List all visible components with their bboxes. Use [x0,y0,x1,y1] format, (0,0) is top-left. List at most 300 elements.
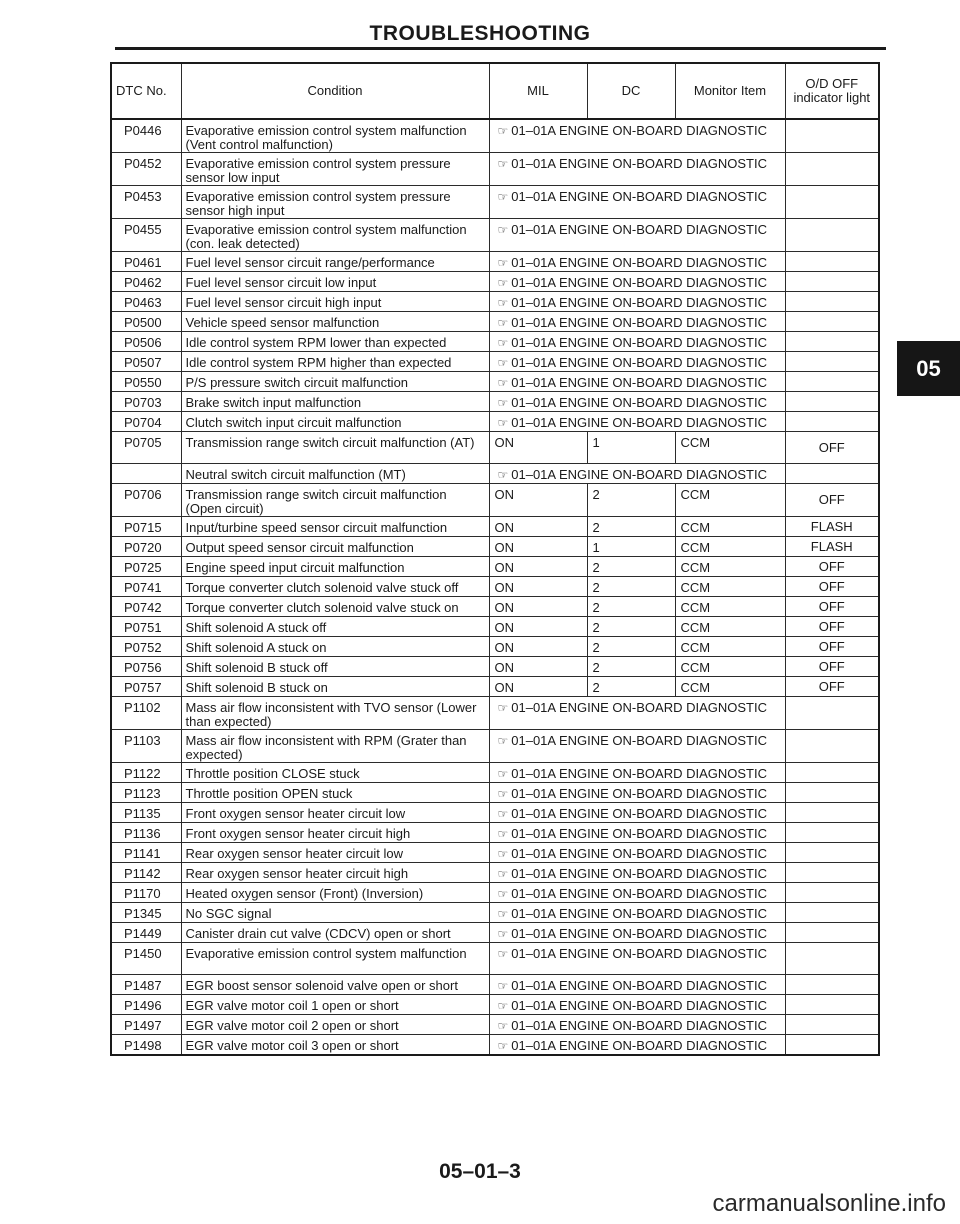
mil-value: ON [489,637,587,657]
pointing-hand-icon: ☞ [497,867,509,881]
condition-text: Throttle position CLOSE stuck [181,763,489,783]
reference-text: 01–01A ENGINE ON-BOARD DIAGNOSTIC [511,733,767,748]
table-row [111,657,879,677]
od-off-indicator-value: OFF [785,577,879,597]
condition-text: Idle control system RPM lower than expected [181,332,489,352]
dtc-code: P1122 [111,763,181,783]
reference-text: 01–01A ENGINE ON-BOARD DIAGNOSTIC [511,786,767,801]
dtc-code: P1496 [111,995,181,1015]
mil-value: ON [489,677,587,697]
od-off-indicator-value: FLASH [785,537,879,557]
header-monitor-item: Monitor Item [675,63,785,119]
condition-text: Torque converter clutch solenoid valve stuck off [181,577,489,597]
reference-text: 01–01A ENGINE ON-BOARD DIAGNOSTIC [511,1018,767,1033]
pointing-hand-icon: ☞ [497,223,509,237]
table-row [111,823,879,843]
reference-text: 01–01A ENGINE ON-BOARD DIAGNOSTIC [511,467,767,482]
diagnostic-reference [489,219,785,252]
pointing-hand-icon: ☞ [497,157,509,171]
od-off-indicator-value [785,312,879,332]
monitor-item-value: CCM [675,617,785,637]
table-row [111,153,879,186]
reference-text: 01–01A ENGINE ON-BOARD DIAGNOSTIC [511,766,767,781]
diagnostic-reference [489,292,785,312]
monitor-item-value: CCM [675,484,785,517]
monitor-item-value: CCM [675,657,785,677]
od-off-indicator-value [785,464,879,484]
table-row [111,392,879,412]
reference-text: 01–01A ENGINE ON-BOARD DIAGNOSTIC [511,375,767,390]
table-body [111,119,879,1055]
diagnostic-reference [489,186,785,219]
reference-text: 01–01A ENGINE ON-BOARD DIAGNOSTIC [511,700,767,715]
diagnostic-reference [489,372,785,392]
od-off-indicator-value [785,975,879,995]
dtc-code: P0715 [111,517,181,537]
diagnostic-reference [489,312,785,332]
dtc-code: P0741 [111,577,181,597]
pointing-hand-icon: ☞ [497,827,509,841]
condition-text: Shift solenoid A stuck on [181,637,489,657]
table-row [111,557,879,577]
table-row [111,332,879,352]
reference-text: 01–01A ENGINE ON-BOARD DIAGNOSTIC [511,886,767,901]
condition-text: EGR boost sensor solenoid valve open or short [181,975,489,995]
monitor-item-value: CCM [675,637,785,657]
od-off-indicator-value [785,219,879,252]
table-row [111,923,879,943]
pointing-hand-icon: ☞ [497,927,509,941]
diagnostic-reference [489,153,785,186]
dtc-code: P0506 [111,332,181,352]
table-row [111,119,879,153]
pointing-hand-icon: ☞ [497,296,509,310]
table-row [111,577,879,597]
table-row [111,637,879,657]
pointing-hand-icon: ☞ [497,468,509,482]
od-off-indicator-value [785,1035,879,1055]
od-off-indicator-value [785,923,879,943]
pointing-hand-icon: ☞ [497,316,509,330]
diagnostic-reference [489,392,785,412]
condition-text: Mass air flow inconsistent with RPM (Grater than expected) [181,730,489,763]
condition-text: Brake switch input malfunction [181,392,489,412]
table-row [111,312,879,332]
condition-text: Transmission range switch circuit malfunction (Open circuit) [181,484,489,517]
mil-value: ON [489,484,587,517]
reference-text: 01–01A ENGINE ON-BOARD DIAGNOSTIC [511,926,767,941]
dtc-code: P0706 [111,484,181,517]
dtc-code: P0507 [111,352,181,372]
reference-text: 01–01A ENGINE ON-BOARD DIAGNOSTIC [511,315,767,330]
dtc-code: P1487 [111,975,181,995]
mil-value: ON [489,577,587,597]
condition-text: Evaporative emission control system pressure sensor low input [181,153,489,186]
table-row [111,617,879,637]
pointing-hand-icon: ☞ [497,947,509,961]
od-off-indicator-value [785,352,879,372]
dtc-code: P0446 [111,119,181,153]
table-row [111,1015,879,1035]
dtc-code: P1449 [111,923,181,943]
table-row [111,252,879,272]
reference-text: 01–01A ENGINE ON-BOARD DIAGNOSTIC [511,846,767,861]
od-off-indicator-value [785,252,879,272]
pointing-hand-icon: ☞ [497,887,509,901]
od-off-indicator-value [785,292,879,312]
dtc-code: P0757 [111,677,181,697]
table-row [111,730,879,763]
dtc-code: P1170 [111,883,181,903]
header-od-off-indicator: O/D OFF indicator light [785,63,879,119]
condition-text: Evaporative emission control system pressure sensor high input [181,186,489,219]
condition-text: Output speed sensor circuit malfunction [181,537,489,557]
table-row [111,219,879,252]
reference-text: 01–01A ENGINE ON-BOARD DIAGNOSTIC [511,222,767,237]
dtc-code: P1498 [111,1035,181,1055]
table-row [111,484,879,517]
reference-text: 01–01A ENGINE ON-BOARD DIAGNOSTIC [511,806,767,821]
dtc-code: P0462 [111,272,181,292]
dc-value: 2 [587,557,675,577]
condition-text: Idle control system RPM higher than expected [181,352,489,372]
diagnostic-reference [489,995,785,1015]
pointing-hand-icon: ☞ [497,767,509,781]
table-row [111,292,879,312]
diagnostic-reference [489,272,785,292]
pointing-hand-icon: ☞ [497,1019,509,1033]
pointing-hand-icon: ☞ [497,847,509,861]
od-off-indicator-value [785,903,879,923]
dtc-code: P1103 [111,730,181,763]
pointing-hand-icon: ☞ [497,734,509,748]
dtc-code: P0751 [111,617,181,637]
monitor-item-value: CCM [675,537,785,557]
table-row [111,863,879,883]
od-off-indicator-value: OFF [785,677,879,697]
section-tab: 05 [897,341,960,396]
dtc-code: P0463 [111,292,181,312]
dc-value: 1 [587,537,675,557]
dc-value: 2 [587,677,675,697]
table-row [111,803,879,823]
dtc-code: P0720 [111,537,181,557]
condition-text: Fuel level sensor circuit range/performance [181,252,489,272]
page-number: 05–01–3 [439,1160,521,1183]
condition-text: Rear oxygen sensor heater circuit low [181,843,489,863]
monitor-item-value: CCM [675,517,785,537]
dtc-code: P1141 [111,843,181,863]
diagnostic-reference [489,730,785,763]
od-off-indicator-value [785,1015,879,1035]
dtc-code [111,464,181,484]
pointing-hand-icon: ☞ [497,701,509,715]
dtc-code: P0500 [111,312,181,332]
dtc-table [110,62,880,1056]
pointing-hand-icon: ☞ [497,979,509,993]
condition-text: Torque converter clutch solenoid valve stuck on [181,597,489,617]
monitor-item-value: CCM [675,577,785,597]
reference-text: 01–01A ENGINE ON-BOARD DIAGNOSTIC [511,189,767,204]
pointing-hand-icon: ☞ [497,907,509,921]
dc-value: 2 [587,484,675,517]
reference-text: 01–01A ENGINE ON-BOARD DIAGNOSTIC [511,295,767,310]
diagnostic-reference [489,1035,785,1055]
diagnostic-reference [489,763,785,783]
od-off-indicator-value [785,186,879,219]
page-title: TROUBLESHOOTING [369,22,591,45]
table-row [111,352,879,372]
dtc-code: P1102 [111,697,181,730]
od-off-indicator-value [785,883,879,903]
od-off-indicator-value [785,153,879,186]
condition-text: Front oxygen sensor heater circuit high [181,823,489,843]
od-off-indicator-value: OFF [785,432,879,464]
table-row [111,272,879,292]
reference-text: 01–01A ENGINE ON-BOARD DIAGNOSTIC [511,255,767,270]
reference-text: 01–01A ENGINE ON-BOARD DIAGNOSTIC [511,335,767,350]
table-row [111,943,879,975]
condition-text: Rear oxygen sensor heater circuit high [181,863,489,883]
od-off-indicator-value [785,392,879,412]
pointing-hand-icon: ☞ [497,276,509,290]
mil-value: ON [489,537,587,557]
condition-text: Heated oxygen sensor (Front) (Inversion) [181,883,489,903]
dc-value: 2 [587,517,675,537]
condition-text: No SGC signal [181,903,489,923]
condition-text: Shift solenoid A stuck off [181,617,489,637]
mil-value: ON [489,517,587,537]
od-off-indicator-value [785,372,879,392]
diagnostic-reference [489,464,785,484]
reference-text: 01–01A ENGINE ON-BOARD DIAGNOSTIC [511,395,767,410]
condition-text: Input/turbine speed sensor circuit malfunction [181,517,489,537]
condition-text: Neutral switch circuit malfunction (MT) [181,464,489,484]
dtc-code: P1123 [111,783,181,803]
diagnostic-reference [489,975,785,995]
dtc-code: P0756 [111,657,181,677]
condition-text: Clutch switch input circuit malfunction [181,412,489,432]
dtc-code: P1135 [111,803,181,823]
table-row [111,412,879,432]
table-row [111,763,879,783]
pointing-hand-icon: ☞ [497,396,509,410]
table-row [111,677,879,697]
dc-value: 2 [587,617,675,637]
condition-text: EGR valve motor coil 1 open or short [181,995,489,1015]
monitor-item-value: CCM [675,597,785,617]
pointing-hand-icon: ☞ [497,190,509,204]
mil-value: ON [489,432,587,464]
dtc-code: P1450 [111,943,181,975]
dtc-code: P0725 [111,557,181,577]
table-row [111,537,879,557]
od-off-indicator-value [785,943,879,975]
mil-value: ON [489,597,587,617]
mil-value: ON [489,617,587,637]
table-row [111,432,879,464]
od-off-indicator-value [785,332,879,352]
diagnostic-reference [489,783,785,803]
diagnostic-reference [489,863,785,883]
table-row [111,783,879,803]
diagnostic-reference [489,412,785,432]
dtc-code: P1345 [111,903,181,923]
od-off-indicator-value [785,119,879,153]
monitor-item-value: CCM [675,557,785,577]
pointing-hand-icon: ☞ [497,807,509,821]
table-row [111,883,879,903]
dc-value: 2 [587,637,675,657]
od-off-indicator-value: OFF [785,657,879,677]
header-dc: DC [587,63,675,119]
condition-text: EGR valve motor coil 2 open or short [181,1015,489,1035]
diagnostic-reference [489,843,785,863]
header-mil: MIL [489,63,587,119]
diagnostic-reference [489,352,785,372]
watermark: carmanualsonline.info [712,1190,946,1217]
condition-text: Mass air flow inconsistent with TVO sensor (Lower than expected) [181,697,489,730]
reference-text: 01–01A ENGINE ON-BOARD DIAGNOSTIC [511,826,767,841]
diagnostic-reference [489,803,785,823]
condition-text: Canister drain cut valve (CDCV) open or short [181,923,489,943]
condition-text: Shift solenoid B stuck on [181,677,489,697]
table-row [111,995,879,1015]
od-off-indicator-value [785,412,879,432]
dtc-code: P0455 [111,219,181,252]
dtc-code: P0752 [111,637,181,657]
pointing-hand-icon: ☞ [497,256,509,270]
reference-text: 01–01A ENGINE ON-BOARD DIAGNOSTIC [511,156,767,171]
reference-text: 01–01A ENGINE ON-BOARD DIAGNOSTIC [511,123,767,138]
dtc-code: P0461 [111,252,181,272]
condition-text: Evaporative emission control system malfunction (con. leak detected) [181,219,489,252]
table-row [111,517,879,537]
diagnostic-reference [489,823,785,843]
od-off-indicator-value [785,783,879,803]
header-condition: Condition [181,63,489,119]
od-off-indicator-value [785,272,879,292]
dc-value: 2 [587,577,675,597]
dtc-code: P1142 [111,863,181,883]
pointing-hand-icon: ☞ [497,1039,509,1053]
dtc-code: P0742 [111,597,181,617]
condition-text: Engine speed input circuit malfunction [181,557,489,577]
diagnostic-reference [489,943,785,975]
monitor-item-value: CCM [675,677,785,697]
reference-text: 01–01A ENGINE ON-BOARD DIAGNOSTIC [511,866,767,881]
table-row [111,464,879,484]
table-row [111,597,879,617]
diagnostic-reference [489,252,785,272]
diagnostic-reference [489,903,785,923]
reference-text: 01–01A ENGINE ON-BOARD DIAGNOSTIC [511,355,767,370]
dtc-code: P0452 [111,153,181,186]
table-row [111,903,879,923]
od-off-indicator-value [785,763,879,783]
dtc-code: P0705 [111,432,181,464]
diagnostic-reference [489,119,785,153]
condition-text: Fuel level sensor circuit high input [181,292,489,312]
monitor-item-value: CCM [675,432,785,464]
reference-text: 01–01A ENGINE ON-BOARD DIAGNOSTIC [511,946,767,961]
diagnostic-reference [489,883,785,903]
dc-value: 1 [587,432,675,464]
pointing-hand-icon: ☞ [497,124,509,138]
dtc-code: P0550 [111,372,181,392]
header-dtc: DTC No. [111,63,181,119]
pointing-hand-icon: ☞ [497,416,509,430]
table-row [111,843,879,863]
condition-text: Front oxygen sensor heater circuit low [181,803,489,823]
condition-text: Evaporative emission control system malfunction (Vent control malfunction) [181,119,489,153]
reference-text: 01–01A ENGINE ON-BOARD DIAGNOSTIC [511,906,767,921]
od-off-indicator-value: OFF [785,484,879,517]
diagnostic-reference [489,332,785,352]
pointing-hand-icon: ☞ [497,787,509,801]
od-off-indicator-value: FLASH [785,517,879,537]
dtc-code: P1136 [111,823,181,843]
reference-text: 01–01A ENGINE ON-BOARD DIAGNOSTIC [511,978,767,993]
dc-value: 2 [587,657,675,677]
mil-value: ON [489,657,587,677]
condition-text: Shift solenoid B stuck off [181,657,489,677]
dtc-code: P0453 [111,186,181,219]
diagnostic-reference [489,697,785,730]
condition-text: Vehicle speed sensor malfunction [181,312,489,332]
condition-text: P/S pressure switch circuit malfunction [181,372,489,392]
dtc-code: P0704 [111,412,181,432]
condition-text: Evaporative emission control system malfunction [181,943,489,975]
condition-text: Transmission range switch circuit malfunction (AT) [181,432,489,464]
condition-text: Fuel level sensor circuit low input [181,272,489,292]
pointing-hand-icon: ☞ [497,356,509,370]
reference-text: 01–01A ENGINE ON-BOARD DIAGNOSTIC [511,415,767,430]
reference-text: 01–01A ENGINE ON-BOARD DIAGNOSTIC [511,275,767,290]
table-header-row [111,63,879,119]
table-row [111,697,879,730]
reference-text: 01–01A ENGINE ON-BOARD DIAGNOSTIC [511,998,767,1013]
od-off-indicator-value [785,823,879,843]
od-off-indicator-value [785,697,879,730]
pointing-hand-icon: ☞ [497,999,509,1013]
diagnostic-reference [489,1015,785,1035]
od-off-indicator-value [785,843,879,863]
pointing-hand-icon: ☞ [497,336,509,350]
od-off-indicator-value: OFF [785,617,879,637]
table-row [111,372,879,392]
condition-text: EGR valve motor coil 3 open or short [181,1035,489,1055]
od-off-indicator-value [785,995,879,1015]
dtc-code: P1497 [111,1015,181,1035]
pointing-hand-icon: ☞ [497,376,509,390]
od-off-indicator-value: OFF [785,597,879,617]
diagnostic-reference [489,923,785,943]
od-off-indicator-value [785,803,879,823]
reference-text: 01–01A ENGINE ON-BOARD DIAGNOSTIC [511,1038,767,1053]
dtc-code: P0703 [111,392,181,412]
table-row [111,1035,879,1055]
condition-text: Throttle position OPEN stuck [181,783,489,803]
mil-value: ON [489,557,587,577]
od-off-indicator-value [785,730,879,763]
od-off-indicator-value [785,863,879,883]
table-row [111,975,879,995]
od-off-indicator-value: OFF [785,557,879,577]
od-off-indicator-value: OFF [785,637,879,657]
dc-value: 2 [587,597,675,617]
table-row [111,186,879,219]
